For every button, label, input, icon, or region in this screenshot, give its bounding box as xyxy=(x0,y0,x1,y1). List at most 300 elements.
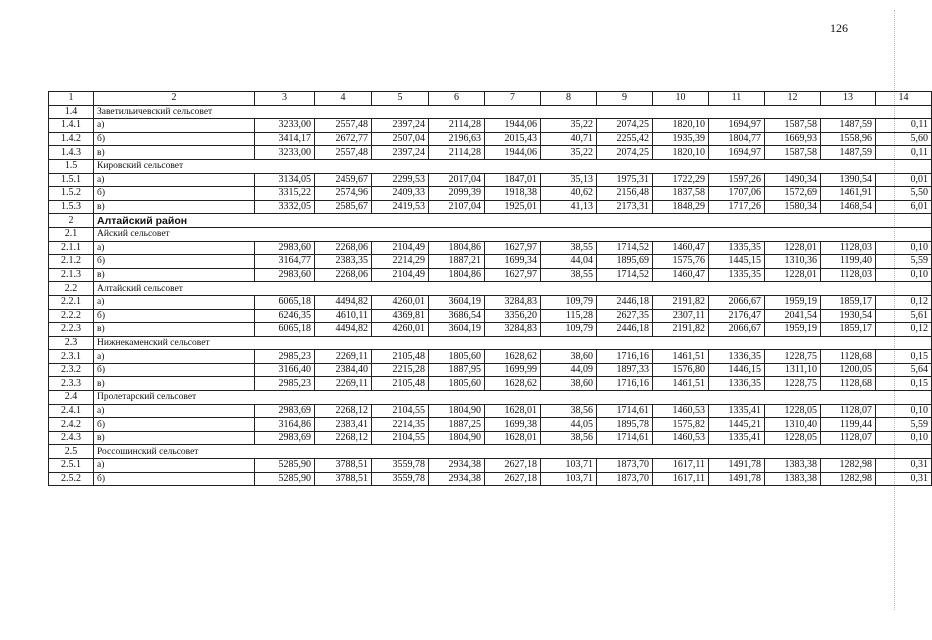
table-cell: 3604,19 xyxy=(429,295,485,309)
table-row xyxy=(49,132,932,146)
table-cell: 3315,22 xyxy=(255,187,315,201)
table-cell: 1199,40 xyxy=(821,255,876,269)
column-header: 8 xyxy=(541,92,597,106)
table-row xyxy=(49,119,932,133)
section-title: Алтайский сельсовет xyxy=(94,282,932,296)
section-title: Айский сельсовет xyxy=(94,227,932,241)
section-title: Заветильичевский сельсовет xyxy=(94,105,932,119)
row-code: 2 xyxy=(49,214,94,228)
table-cell: 0,10 xyxy=(876,404,932,418)
table-cell: 1859,17 xyxy=(821,295,876,309)
table-cell: 0,15 xyxy=(876,350,932,364)
column-header: 4 xyxy=(315,92,372,106)
table-cell: 2985,23 xyxy=(255,377,315,391)
column-header: 6 xyxy=(429,92,485,106)
table-cell: 2176,47 xyxy=(709,309,765,323)
table-cell: 1930,54 xyxy=(821,309,876,323)
table-body xyxy=(49,92,932,486)
section-header-row xyxy=(49,105,932,119)
table-row xyxy=(49,404,932,418)
table-cell: 5,60 xyxy=(876,132,932,146)
table-row xyxy=(49,187,932,201)
section-header-row xyxy=(49,336,932,350)
table-cell: 1627,97 xyxy=(485,268,541,282)
table-cell: 1699,99 xyxy=(485,363,541,377)
section-title: Кировский сельсовет xyxy=(94,159,932,173)
row-variant-label: б) xyxy=(94,187,255,201)
row-code: 2.3 xyxy=(49,336,94,350)
table-cell: 0,15 xyxy=(876,377,932,391)
row-variant-label: б) xyxy=(94,309,255,323)
row-code: 2.1 xyxy=(49,227,94,241)
column-header: 1 xyxy=(49,92,94,106)
table-cell: 1460,47 xyxy=(653,268,709,282)
row-code: 1.4.3 xyxy=(49,146,94,160)
table-cell: 1575,82 xyxy=(653,418,709,432)
table-cell: 35,13 xyxy=(541,173,597,187)
table-cell: 1887,25 xyxy=(429,418,485,432)
row-code: 2.4.2 xyxy=(49,418,94,432)
table-cell: 1310,40 xyxy=(765,418,821,432)
table-cell: 1228,01 xyxy=(765,241,821,255)
table-cell: 6246,35 xyxy=(255,309,315,323)
table-cell: 1859,17 xyxy=(821,323,876,337)
table-cell: 1487,59 xyxy=(821,119,876,133)
table-cell: 2672,77 xyxy=(315,132,372,146)
table-cell: 1335,35 xyxy=(709,241,765,255)
table-cell: 2384,40 xyxy=(315,363,372,377)
row-code: 2.4 xyxy=(49,391,94,405)
table-cell: 0,31 xyxy=(876,459,932,473)
table-cell: 0,12 xyxy=(876,295,932,309)
table-cell: 3233,00 xyxy=(255,146,315,160)
table-cell: 3164,86 xyxy=(255,418,315,432)
table-cell: 1628,62 xyxy=(485,350,541,364)
table-cell: 3166,40 xyxy=(255,363,315,377)
table-cell: 3559,78 xyxy=(372,472,429,486)
table-cell: 1707,06 xyxy=(709,187,765,201)
table-cell: 2983,69 xyxy=(255,404,315,418)
table-cell: 44,05 xyxy=(541,418,597,432)
row-code: 2.1.1 xyxy=(49,241,94,255)
row-code: 2.1.2 xyxy=(49,255,94,269)
column-header: 9 xyxy=(597,92,653,106)
column-header: 7 xyxy=(485,92,541,106)
row-code: 2.4.1 xyxy=(49,404,94,418)
table-cell: 5285,90 xyxy=(255,459,315,473)
table-cell: 1820,10 xyxy=(653,146,709,160)
table-cell: 2627,35 xyxy=(597,309,653,323)
table-cell: 2156,48 xyxy=(597,187,653,201)
table-cell: 109,79 xyxy=(541,295,597,309)
table-cell: 3788,51 xyxy=(315,459,372,473)
table-cell: 1897,33 xyxy=(597,363,653,377)
table-cell: 1390,54 xyxy=(821,173,876,187)
table-cell: 2409,33 xyxy=(372,187,429,201)
table-cell: 3788,51 xyxy=(315,472,372,486)
table-cell: 3414,17 xyxy=(255,132,315,146)
table-cell: 1694,97 xyxy=(709,146,765,160)
table-cell: 41,13 xyxy=(541,200,597,214)
table-cell: 1460,47 xyxy=(653,241,709,255)
table-cell: 1717,26 xyxy=(709,200,765,214)
table-cell: 2191,82 xyxy=(653,295,709,309)
table-cell: 1200,05 xyxy=(821,363,876,377)
table-cell: 1310,36 xyxy=(765,255,821,269)
table-cell: 4369,81 xyxy=(372,309,429,323)
table-cell: 2214,29 xyxy=(372,255,429,269)
table-cell: 1628,01 xyxy=(485,431,541,445)
table-cell: 1944,06 xyxy=(485,119,541,133)
table-cell: 1445,21 xyxy=(709,418,765,432)
table-cell: 1587,58 xyxy=(765,146,821,160)
table-cell: 2446,18 xyxy=(597,295,653,309)
table-cell: 1487,59 xyxy=(821,146,876,160)
row-code: 2.2.2 xyxy=(49,309,94,323)
table-cell: 2557,48 xyxy=(315,146,372,160)
table-cell: 1228,75 xyxy=(765,377,821,391)
table-cell: 3686,54 xyxy=(429,309,485,323)
table-cell: 1446,15 xyxy=(709,363,765,377)
row-variant-label: а) xyxy=(94,459,255,473)
table-cell: 2585,67 xyxy=(315,200,372,214)
row-variant-label: а) xyxy=(94,241,255,255)
table-row xyxy=(49,323,932,337)
tariff-table xyxy=(48,91,932,486)
table-cell: 2397,24 xyxy=(372,146,429,160)
table-cell: 6,01 xyxy=(876,200,932,214)
row-code: 1.5.3 xyxy=(49,200,94,214)
table-cell: 2066,67 xyxy=(709,295,765,309)
row-variant-label: а) xyxy=(94,173,255,187)
row-variant-label: а) xyxy=(94,404,255,418)
region-header-row xyxy=(49,214,932,228)
table-cell: 35,22 xyxy=(541,146,597,160)
row-code: 2.2 xyxy=(49,282,94,296)
table-cell: 2215,28 xyxy=(372,363,429,377)
table-cell: 2419,53 xyxy=(372,200,429,214)
table-cell: 1804,86 xyxy=(429,268,485,282)
row-code: 1.5 xyxy=(49,159,94,173)
table-cell: 2985,23 xyxy=(255,350,315,364)
table-cell: 2191,82 xyxy=(653,323,709,337)
table-cell: 1597,26 xyxy=(709,173,765,187)
row-code: 1.4.2 xyxy=(49,132,94,146)
table-cell: 3604,19 xyxy=(429,323,485,337)
table-cell: 2934,38 xyxy=(429,459,485,473)
column-header: 13 xyxy=(821,92,876,106)
table-cell: 1959,19 xyxy=(765,295,821,309)
row-code: 2.2.1 xyxy=(49,295,94,309)
table-cell: 1714,61 xyxy=(597,431,653,445)
table-cell: 2574,96 xyxy=(315,187,372,201)
table-cell: 1617,11 xyxy=(653,472,709,486)
table-cell: 1461,51 xyxy=(653,350,709,364)
table-cell: 1461,51 xyxy=(653,377,709,391)
table-cell: 1558,96 xyxy=(821,132,876,146)
table-cell: 1975,31 xyxy=(597,173,653,187)
table-row xyxy=(49,200,932,214)
table-cell: 1336,35 xyxy=(709,377,765,391)
table-cell: 5,59 xyxy=(876,418,932,432)
table-cell: 2074,25 xyxy=(597,119,653,133)
row-variant-label: а) xyxy=(94,295,255,309)
table-cell: 1617,11 xyxy=(653,459,709,473)
table-cell: 1491,78 xyxy=(709,459,765,473)
table-cell: 1935,39 xyxy=(653,132,709,146)
table-cell: 0,11 xyxy=(876,146,932,160)
table-cell: 2983,69 xyxy=(255,431,315,445)
column-header: 10 xyxy=(653,92,709,106)
table-cell: 2104,49 xyxy=(372,268,429,282)
row-code: 2.3.3 xyxy=(49,377,94,391)
table-cell: 1805,60 xyxy=(429,350,485,364)
table-cell: 2983,60 xyxy=(255,268,315,282)
table-cell: 1228,75 xyxy=(765,350,821,364)
table-cell: 1918,38 xyxy=(485,187,541,201)
table-cell: 40,62 xyxy=(541,187,597,201)
table-cell: 1804,90 xyxy=(429,404,485,418)
column-header: 11 xyxy=(709,92,765,106)
table-cell: 0,10 xyxy=(876,241,932,255)
table-cell: 2557,48 xyxy=(315,119,372,133)
table-row xyxy=(49,459,932,473)
row-code: 1.4.1 xyxy=(49,119,94,133)
row-code: 1.4 xyxy=(49,105,94,119)
table-cell: 2983,60 xyxy=(255,241,315,255)
column-header-row xyxy=(49,92,932,106)
column-header: 5 xyxy=(372,92,429,106)
table-cell: 1699,34 xyxy=(485,255,541,269)
table-cell: 1311,10 xyxy=(765,363,821,377)
table-cell: 1628,62 xyxy=(485,377,541,391)
row-code: 2.5.1 xyxy=(49,459,94,473)
table-cell: 2268,12 xyxy=(315,431,372,445)
table-cell: 3134,05 xyxy=(255,173,315,187)
table-cell: 5285,90 xyxy=(255,472,315,486)
table-cell: 1714,52 xyxy=(597,241,653,255)
section-title: Пролетарский сельсовет xyxy=(94,391,932,405)
table-cell: 1335,35 xyxy=(709,268,765,282)
table-cell: 44,04 xyxy=(541,255,597,269)
table-cell: 2934,38 xyxy=(429,472,485,486)
table-cell: 2268,06 xyxy=(315,268,372,282)
table-row xyxy=(49,431,932,445)
table-cell: 1128,03 xyxy=(821,268,876,282)
table-cell: 1694,97 xyxy=(709,119,765,133)
row-code: 2.3.2 xyxy=(49,363,94,377)
row-code: 1.5.2 xyxy=(49,187,94,201)
row-variant-label: в) xyxy=(94,323,255,337)
page-number: 126 xyxy=(830,21,848,35)
table-cell: 4494,82 xyxy=(315,323,372,337)
table-cell: 1461,91 xyxy=(821,187,876,201)
table-cell: 3284,83 xyxy=(485,323,541,337)
row-variant-label: в) xyxy=(94,146,255,160)
table-cell: 2627,18 xyxy=(485,459,541,473)
table-cell: 1887,21 xyxy=(429,255,485,269)
table-cell: 0,10 xyxy=(876,431,932,445)
table-cell: 5,64 xyxy=(876,363,932,377)
table-cell: 4260,01 xyxy=(372,323,429,337)
table-cell: 1128,07 xyxy=(821,404,876,418)
table-cell: 1805,60 xyxy=(429,377,485,391)
table-cell: 35,22 xyxy=(541,119,597,133)
table-cell: 1716,16 xyxy=(597,377,653,391)
table-cell: 1804,77 xyxy=(709,132,765,146)
table-cell: 3284,83 xyxy=(485,295,541,309)
row-code: 2.1.3 xyxy=(49,268,94,282)
table-cell: 38,60 xyxy=(541,377,597,391)
table-cell: 1959,19 xyxy=(765,323,821,337)
row-code: 1.5.1 xyxy=(49,173,94,187)
row-variant-label: б) xyxy=(94,132,255,146)
table-cell: 2269,11 xyxy=(315,377,372,391)
table-cell: 2104,55 xyxy=(372,431,429,445)
table-cell: 0,10 xyxy=(876,268,932,282)
table-cell: 38,55 xyxy=(541,268,597,282)
table-cell: 103,71 xyxy=(541,459,597,473)
row-variant-label: в) xyxy=(94,268,255,282)
row-variant-label: а) xyxy=(94,350,255,364)
table-cell: 1820,10 xyxy=(653,119,709,133)
table-cell: 0,12 xyxy=(876,323,932,337)
table-cell: 2255,42 xyxy=(597,132,653,146)
table-cell: 4260,01 xyxy=(372,295,429,309)
table-cell: 1576,80 xyxy=(653,363,709,377)
section-title: Нижнекаменский сельсовет xyxy=(94,336,932,350)
table-cell: 1716,16 xyxy=(597,350,653,364)
table-cell: 1228,05 xyxy=(765,431,821,445)
table-cell: 1228,05 xyxy=(765,404,821,418)
table-row xyxy=(49,268,932,282)
table-row xyxy=(49,350,932,364)
table-cell: 2041,54 xyxy=(765,309,821,323)
table-cell: 1669,93 xyxy=(765,132,821,146)
table-cell: 1335,41 xyxy=(709,404,765,418)
table-cell: 2173,31 xyxy=(597,200,653,214)
table-cell: 3559,78 xyxy=(372,459,429,473)
table-cell: 2104,49 xyxy=(372,241,429,255)
table-cell: 3233,00 xyxy=(255,119,315,133)
section-header-row xyxy=(49,391,932,405)
table-cell: 5,59 xyxy=(876,255,932,269)
table-cell: 1228,01 xyxy=(765,268,821,282)
table-row xyxy=(49,295,932,309)
table-row xyxy=(49,309,932,323)
table-cell: 1873,70 xyxy=(597,472,653,486)
table-row xyxy=(49,146,932,160)
table-cell: 2105,48 xyxy=(372,377,429,391)
table-cell: 38,55 xyxy=(541,241,597,255)
section-header-row xyxy=(49,282,932,296)
table-cell: 2383,41 xyxy=(315,418,372,432)
table-cell: 1336,35 xyxy=(709,350,765,364)
table-cell: 1587,58 xyxy=(765,119,821,133)
section-title: Россошинский сельсовет xyxy=(94,445,932,459)
row-variant-label: в) xyxy=(94,200,255,214)
table-cell: 1383,38 xyxy=(765,459,821,473)
table-cell: 1128,68 xyxy=(821,350,876,364)
table-cell: 1491,78 xyxy=(709,472,765,486)
column-header: 3 xyxy=(255,92,315,106)
table-cell: 1580,34 xyxy=(765,200,821,214)
table-cell: 3332,05 xyxy=(255,200,315,214)
region-title: Алтайский район xyxy=(94,214,932,228)
table-cell: 109,79 xyxy=(541,323,597,337)
table-cell: 2446,18 xyxy=(597,323,653,337)
table-cell: 40,71 xyxy=(541,132,597,146)
table-cell: 1460,53 xyxy=(653,431,709,445)
table-cell: 38,56 xyxy=(541,404,597,418)
table-cell: 2017,04 xyxy=(429,173,485,187)
table-cell: 1837,58 xyxy=(653,187,709,201)
table-cell: 2507,04 xyxy=(372,132,429,146)
table-cell: 1128,03 xyxy=(821,241,876,255)
section-header-row xyxy=(49,445,932,459)
table-cell: 5,50 xyxy=(876,187,932,201)
table-cell: 1699,38 xyxy=(485,418,541,432)
table-cell: 1627,97 xyxy=(485,241,541,255)
table-cell: 1944,06 xyxy=(485,146,541,160)
table-cell: 2074,25 xyxy=(597,146,653,160)
table-cell: 0,11 xyxy=(876,119,932,133)
table-cell: 1575,76 xyxy=(653,255,709,269)
table-cell: 1445,15 xyxy=(709,255,765,269)
table-cell: 6065,18 xyxy=(255,295,315,309)
table-row xyxy=(49,173,932,187)
table-cell: 1848,29 xyxy=(653,200,709,214)
table-cell: 1282,98 xyxy=(821,472,876,486)
row-code: 2.3.1 xyxy=(49,350,94,364)
table-cell: 1128,07 xyxy=(821,431,876,445)
column-header: 14 xyxy=(876,92,932,106)
section-header-row xyxy=(49,227,932,241)
table-cell: 2269,11 xyxy=(315,350,372,364)
table-cell: 1895,69 xyxy=(597,255,653,269)
table-cell: 1887,95 xyxy=(429,363,485,377)
table-cell: 1722,29 xyxy=(653,173,709,187)
table-cell: 1628,01 xyxy=(485,404,541,418)
table-cell: 38,56 xyxy=(541,431,597,445)
table-cell: 2299,53 xyxy=(372,173,429,187)
table-cell: 1714,61 xyxy=(597,404,653,418)
row-code: 2.4.3 xyxy=(49,431,94,445)
table-cell: 1925,01 xyxy=(485,200,541,214)
table-cell: 2104,55 xyxy=(372,404,429,418)
table-row xyxy=(49,241,932,255)
table-cell: 2105,48 xyxy=(372,350,429,364)
table-cell: 2383,35 xyxy=(315,255,372,269)
table-cell: 2114,28 xyxy=(429,146,485,160)
table-cell: 1847,01 xyxy=(485,173,541,187)
table-cell: 1468,54 xyxy=(821,200,876,214)
column-header: 2 xyxy=(94,92,255,106)
table-row xyxy=(49,418,932,432)
row-variant-label: б) xyxy=(94,363,255,377)
table-cell: 4494,82 xyxy=(315,295,372,309)
table-row xyxy=(49,255,932,269)
table-cell: 2214,35 xyxy=(372,418,429,432)
table-cell: 2627,18 xyxy=(485,472,541,486)
row-variant-label: в) xyxy=(94,377,255,391)
table-cell: 1714,52 xyxy=(597,268,653,282)
table-cell: 1128,68 xyxy=(821,377,876,391)
table-cell: 1383,38 xyxy=(765,472,821,486)
table-cell: 0,31 xyxy=(876,472,932,486)
table-cell: 4610,11 xyxy=(315,309,372,323)
table-cell: 6065,18 xyxy=(255,323,315,337)
